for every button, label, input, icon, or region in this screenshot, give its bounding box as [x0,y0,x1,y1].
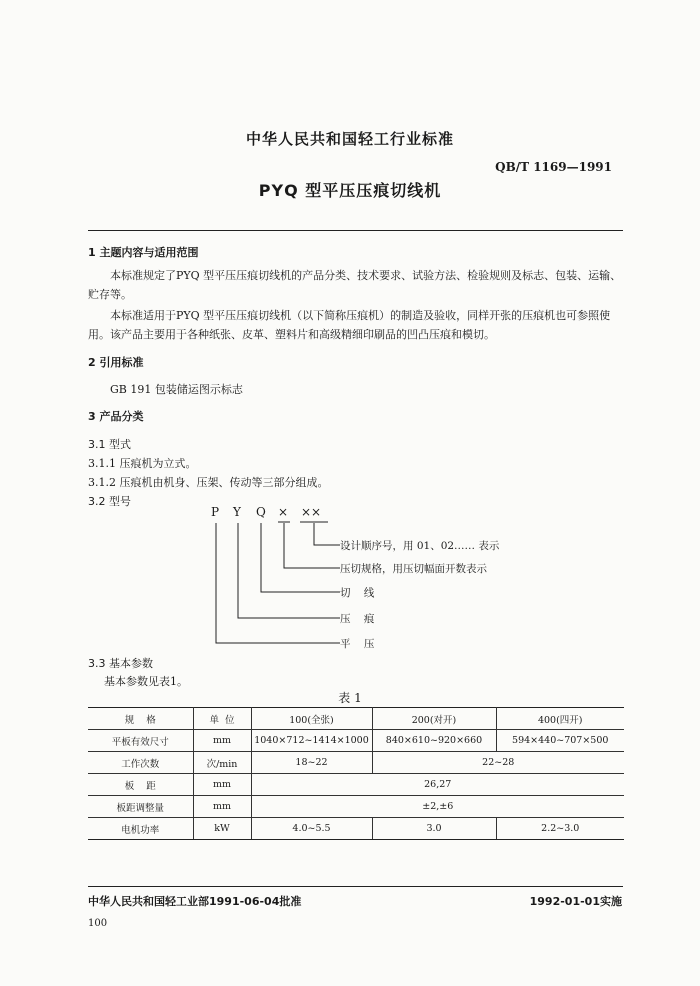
row-label: 电机功率 [88,818,193,840]
code-letter-p: P [211,505,220,519]
clause-3-1: 3.1 型式 [88,438,131,451]
clause-3-1-1: 3.1.1 压痕机为立式。 [88,457,197,470]
table-cell: 3.0 [372,818,496,840]
effective-date: 1992-01-01实施 [529,895,622,908]
header-cell-200: 200(对开) [372,708,496,730]
table-cell: ±2,±6 [251,796,624,818]
code-letter-y: Y [233,505,241,519]
row-unit: mm [193,796,251,818]
section-1-paragraph-1: 本标准规定了PYQ 型平压压痕切线机的产品分类、技术要求、试验方法、检验规则及标志、包装、运输、贮存等。 [88,269,622,301]
table-header-row [88,708,624,730]
code-letter-size: × [278,505,289,519]
label-cut-size: 压切规格，用压切幅面开数表示 [340,563,487,575]
table-caption: 表 1 [338,691,362,705]
footer-rule [88,886,623,887]
clause-3-2: 3.2 型号 [88,495,131,508]
header-cell-400: 400(四开) [496,708,624,730]
row-unit: mm [193,774,251,796]
row-unit: 次/min [193,752,251,774]
label-flat-press: 平 压 [340,638,375,650]
table-row [88,730,624,752]
code-letter-serial: ×× [301,505,322,519]
row-unit: mm [193,730,251,752]
header-cell-spec: 规 格 [88,708,193,730]
table-row [88,752,624,774]
reference-standard: GB 191 包装储运图示标志 [110,383,243,396]
table-row [88,818,624,840]
table-cell: 4.0~5.5 [251,818,372,840]
table-row [88,796,624,818]
row-label: 板距调整量 [88,796,193,818]
header-cell-unit: 单 位 [193,708,251,730]
code-letter-q: Q [256,505,266,519]
table-cell: 2.2~3.0 [496,818,624,840]
clause-3-3: 3.3 基本参数 [88,657,153,670]
label-design-serial: 设计顺序号，用 01、02…… 表示 [340,540,500,552]
section-2-heading: 2 引用标准 [88,356,144,369]
row-label: 板 距 [88,774,193,796]
table-cell: 840×610~920×660 [372,730,496,752]
table-cell: 594×440~707×500 [496,730,624,752]
row-unit: kW [193,818,251,840]
table-cell: 18~22 [251,752,372,774]
row-label: 平板有效尺寸 [88,730,193,752]
model-code-lines [200,505,540,655]
table-cell: 1040×712~1414×1000 [251,730,372,752]
label-creasing: 压 痕 [340,613,375,625]
section-1-paragraph-2: 本标准适用于PYQ 型平压压痕切线机（以下简称压痕机）的制造及验收，同样开张的压痕机也可参照使用。该产品主要用于各种纸张、皮革、塑料片和高级精细印刷品的凹凸压痕和模切。 [88,309,611,341]
header-rule [88,230,623,231]
table-row [88,774,624,796]
parameter-table [88,707,624,840]
row-label: 工作次数 [88,752,193,774]
model-code-diagram [200,505,540,655]
document-title: PYQ 型平压压痕切线机 [258,181,442,200]
section-1-heading: 1 主题内容与适用范围 [88,246,199,259]
table-cell: 22~28 [372,752,624,774]
clause-3-3-text: 基本参数见表1。 [104,675,188,688]
page-number: 100 [88,918,108,929]
table-cell: 26,27 [251,774,624,796]
section-3-heading: 3 产品分类 [88,410,144,423]
clause-3-1-2: 3.1.2 压痕机由机身、压架、传动等三部分组成。 [88,476,329,489]
label-cutting-line: 切 线 [340,587,375,599]
standard-code: QB/T 1169—1991 [495,160,612,174]
org-title: 中华人民共和国轻工行业标准 [245,130,454,148]
approval-line: 中华人民共和国轻工业部1991-06-04批准 [88,895,302,908]
header-cell-100: 100(全张) [251,708,372,730]
